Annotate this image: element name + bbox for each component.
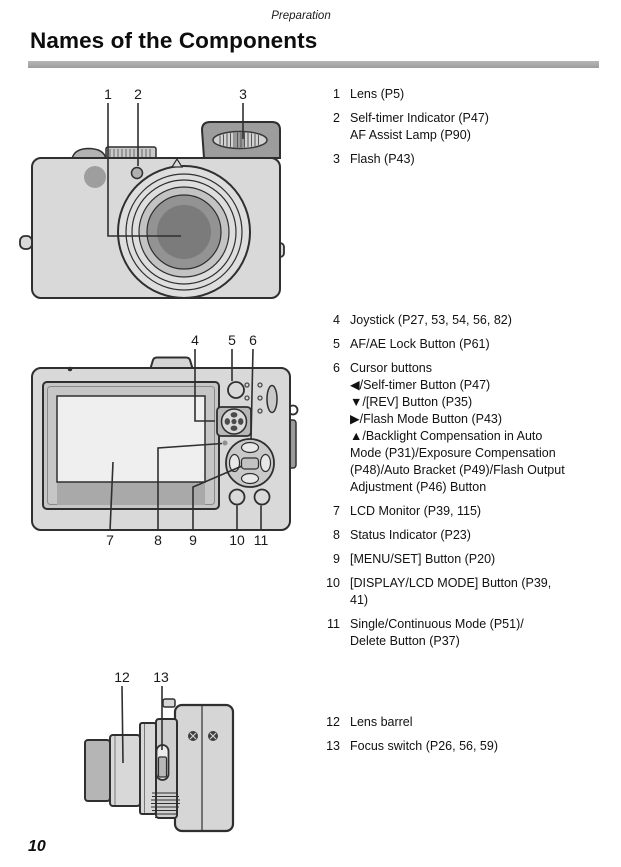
back-view-diagram — [0, 325, 320, 555]
af-ae-lock-button — [228, 382, 244, 398]
component-line: ▲/Backlight Compensation in Auto — [350, 429, 543, 443]
list-item — [322, 110, 617, 144]
callout-label-4: 4 — [191, 332, 199, 348]
component-line: [DISPLAY/LCD MODE] Button (P39, — [350, 576, 552, 590]
component-number: 4 — [333, 313, 340, 327]
component-number: 11 — [327, 617, 340, 631]
component-line: Lens (P5) — [350, 87, 405, 101]
list-item — [322, 616, 617, 650]
component-list-back — [322, 312, 617, 657]
callout-label-13: 13 — [153, 669, 169, 685]
callout-label-12: 12 — [114, 669, 130, 685]
single-continuous-delete-button — [255, 490, 270, 505]
cursor-up-button — [242, 443, 259, 453]
component-line: Delete Button (P37) — [350, 634, 460, 648]
component-line: Single/Continuous Mode (P51)/ — [350, 617, 524, 631]
component-list-front — [322, 86, 617, 175]
page-number: 10 — [28, 838, 46, 855]
cursor-down-button — [242, 474, 259, 484]
status-indicator — [223, 441, 228, 446]
component-line: Mode (P31)/Exposure Compensation — [350, 446, 556, 460]
callout-label-1: 1 — [104, 86, 112, 102]
callout-line-12 — [122, 686, 123, 763]
component-line: LCD Monitor (P39, 115) — [350, 504, 482, 518]
component-number: 3 — [333, 152, 340, 166]
component-number: 1 — [333, 87, 340, 101]
body-top-tab — [163, 699, 175, 707]
callout-label-9: 9 — [189, 532, 197, 548]
component-line: ▶/Flash Mode Button (P43) — [350, 412, 503, 426]
component-line: ◀/Self-timer Button (P47) — [350, 378, 491, 392]
focus-switch — [157, 745, 169, 780]
component-line: 41) — [350, 593, 369, 607]
front-view-diagram — [0, 80, 320, 305]
component-list-side — [322, 714, 617, 762]
strap-lug-left — [20, 236, 32, 249]
list-item — [322, 503, 617, 520]
list-item — [322, 86, 617, 103]
callout-label-7: 7 — [106, 532, 114, 548]
callout-label-5: 5 — [228, 332, 236, 348]
component-number: 12 — [326, 715, 340, 729]
callout-label-3: 3 — [239, 86, 247, 102]
component-line: Adjustment (P46) Button — [350, 480, 487, 494]
component-number: 6 — [333, 361, 340, 375]
component-number: 7 — [333, 504, 340, 518]
page-title: Names of the Components — [30, 28, 318, 53]
component-line: Status Indicator (P23) — [350, 528, 471, 542]
screw — [208, 731, 218, 741]
list-item — [322, 360, 617, 496]
callout-label-6: 6 — [249, 332, 257, 348]
flash — [202, 122, 280, 158]
callout-label-2: 2 — [134, 86, 142, 102]
side-view-diagram — [40, 660, 280, 855]
list-item — [322, 336, 617, 353]
screw — [188, 731, 198, 741]
component-line: (P48)/Auto Bracket (P49)/Flash Output — [350, 463, 565, 477]
display-lcd-mode-button — [230, 490, 245, 505]
component-number: 5 — [333, 337, 340, 351]
component-line: AF/AE Lock Button (P61) — [350, 337, 490, 351]
list-item — [322, 151, 617, 168]
component-number: 2 — [333, 111, 340, 125]
component-number: 13 — [326, 739, 340, 753]
list-item — [322, 551, 617, 568]
title-underline — [28, 61, 599, 68]
list-item — [322, 575, 617, 609]
list-item — [322, 714, 617, 731]
lcd-bezel-bottom — [57, 482, 205, 505]
callout-label-10: 10 — [229, 532, 245, 548]
component-line: ▼/[REV] Button (P35) — [350, 395, 473, 409]
component-line: Flash (P43) — [350, 152, 415, 166]
callout-label-11: 11 — [253, 532, 269, 548]
thumb-grip — [267, 386, 277, 413]
component-line: Lens barrel — [350, 715, 413, 729]
menu-set-button — [242, 458, 259, 469]
joystick — [217, 407, 251, 436]
component-line: Joystick (P27, 53, 54, 56, 82) — [350, 313, 512, 327]
component-line: AF Assist Lamp (P90) — [350, 128, 471, 142]
list-item — [322, 738, 617, 755]
callout-label-8: 8 — [154, 532, 162, 548]
body-top-dot — [68, 367, 73, 372]
camera-side-body — [175, 705, 233, 831]
section-label: Preparation — [271, 10, 331, 22]
cursor-right-button — [261, 455, 271, 472]
component-line: Self-timer Indicator (P47) — [350, 111, 489, 125]
list-item — [322, 527, 617, 544]
component-line: Cursor buttons — [350, 361, 432, 375]
component-line: [MENU/SET] Button (P20) — [350, 552, 496, 566]
list-item — [322, 312, 617, 329]
grip-dot — [84, 166, 106, 188]
component-line: Focus switch (P26, 56, 59) — [350, 739, 498, 753]
lcd-screen — [57, 396, 205, 482]
self-timer-indicator — [132, 168, 143, 179]
component-number: 10 — [326, 576, 340, 590]
component-number: 8 — [333, 528, 340, 542]
component-number: 9 — [333, 552, 340, 566]
barrel-tip — [85, 740, 110, 801]
cursor-buttons — [226, 439, 274, 487]
